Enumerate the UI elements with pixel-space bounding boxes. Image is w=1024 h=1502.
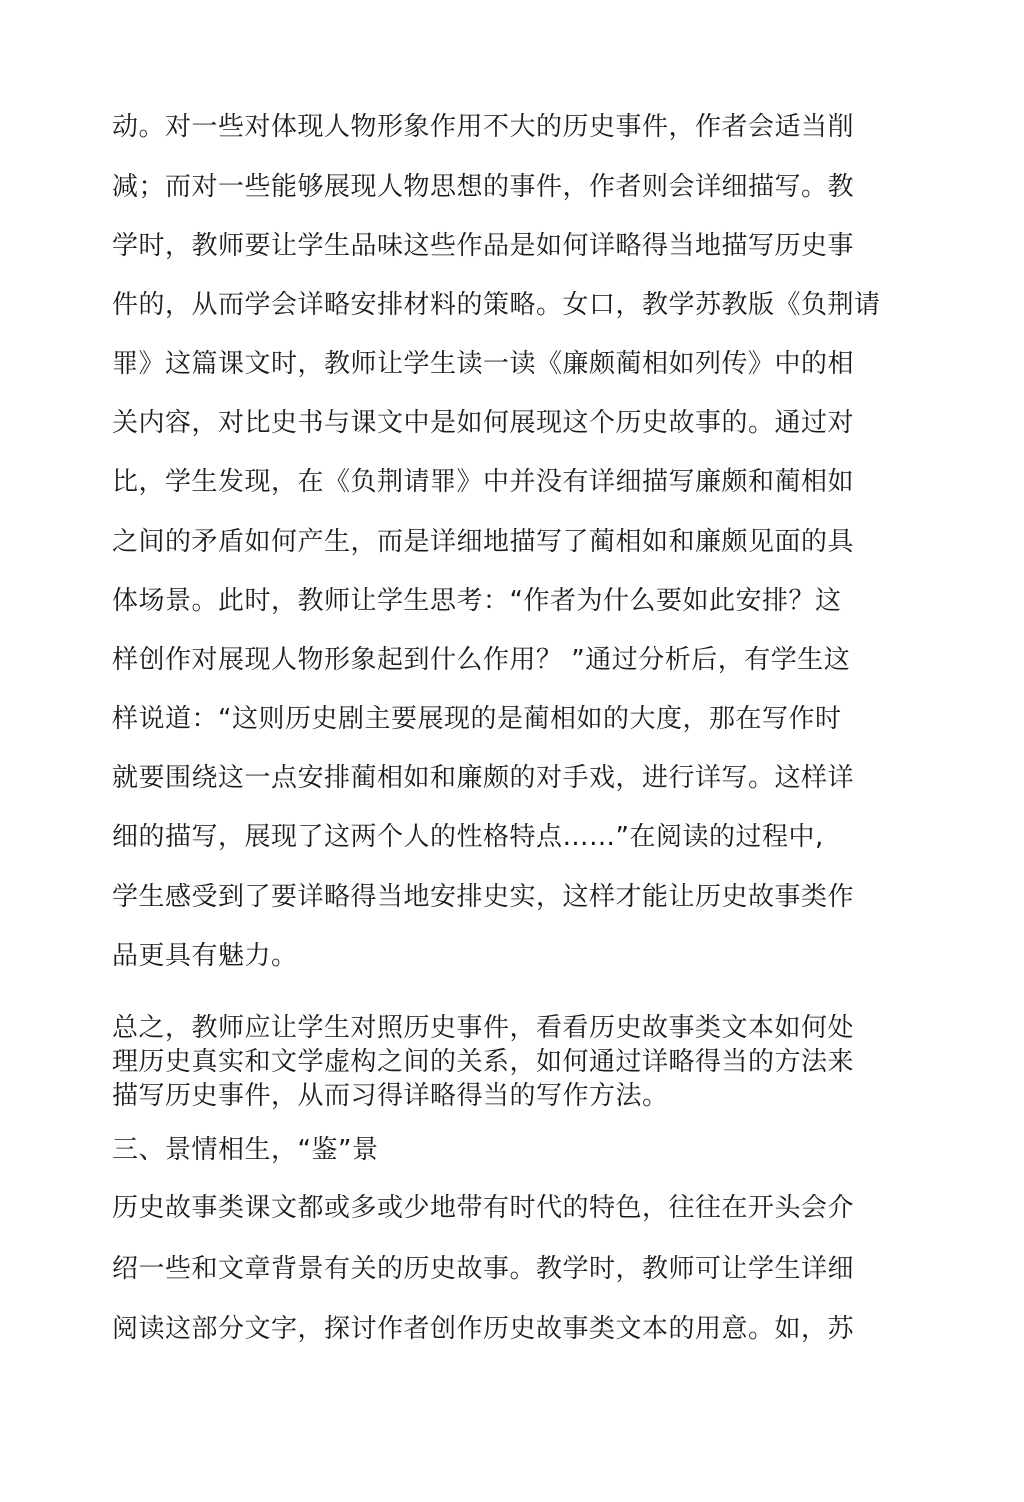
- text-line: 历史故事类课文都或多或少地带有时代的特色，往往在开头会介: [112, 1193, 855, 1223]
- text-line: 总之，教师应让学生对照历史事件，看看历史故事类文本如何处: [112, 1013, 855, 1043]
- text-line: 阅读这部分文字，探讨作者创作历史故事类文本的用意。如，苏: [112, 1314, 855, 1344]
- text-line: 绍一些和文章背景有关的历史故事。教学时，教师可让学生详细: [112, 1254, 855, 1284]
- text-line: 之间的矛盾如何产生，而是详细地描写了蔺相如和廉颇见面的具: [112, 527, 855, 557]
- text-line: 动。对一些对体现人物形象作用不大的历史事件，作者会适当削: [112, 112, 855, 142]
- text-line: 关内容，对比史书与课文中是如何展现这个历史故事的。通过对: [112, 408, 855, 438]
- text-line: 件的，从而学会详略安排材料的策略。女口，教学苏教版《负荆请: [112, 290, 881, 320]
- text-line: 品更具有魅力。: [112, 941, 298, 971]
- text-line: 样创作对展现人物形象起到什么作用？ ”通过分析后，有学生这: [112, 645, 851, 675]
- text-line: 细的描写，展现了这两个人的性格特点……”在阅读的过程中,: [112, 822, 824, 852]
- text-line: 就要围绕这一点安排蔺相如和廉颇的对手戏，进行详写。这样详: [112, 763, 855, 793]
- text-line: 比，学生发现，在《负荆请罪》中并没有详细描写廉颇和蔺相如: [112, 467, 855, 497]
- text-line: 减；而对一些能够展现人物思想的事件，作者则会详细描写。教: [112, 172, 855, 202]
- text-line: 学时，教师要让学生品味这些作品是如何详略得当地描写历史事: [112, 231, 855, 261]
- text-line: 样说道：“这则历史剧主要展现的是蔺相如的大度，那在写作时: [112, 704, 842, 734]
- text-line: 理历史真实和文学虚构之间的关系，如何通过详略得当的方法来: [112, 1047, 855, 1077]
- text-line: 罪》这篇课文时，教师让学生读一读《廉颇蔺相如列传》中的相: [112, 349, 855, 379]
- section-heading: 三、景情相生，“鉴”景: [112, 1135, 379, 1165]
- text-line: 体场景。此时，教师让学生思考：“作者为什么要如此安排？这: [112, 586, 842, 616]
- text-line: 描写历史事件，从而习得详略得当的写作方法。: [112, 1081, 669, 1111]
- text-line: 学生感受到了要详略得当地安排史实，这样才能让历史故事类作: [112, 882, 855, 912]
